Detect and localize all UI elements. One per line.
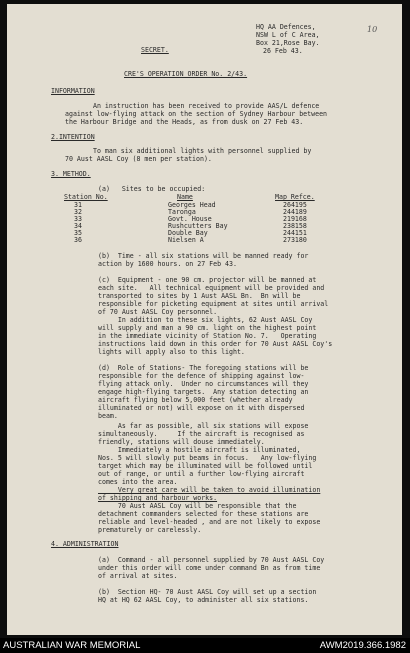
- paragraph-line: HQ at HQ 62 AASL Coy, to administer all six stations.: [98, 596, 309, 604]
- paragraph-line: in the immediate vicinity of Station No. 7. Operating: [98, 332, 317, 340]
- table-cell: Taronga: [168, 208, 196, 216]
- paragraph-line: simultaneously. If the aircraft is recognised as: [98, 430, 305, 438]
- table-cell: 32: [74, 208, 82, 216]
- paragraph-line: target which may be illuminated will be followed until: [98, 462, 313, 470]
- table-cell: 244189: [283, 208, 307, 216]
- paragraph-line: under this order will come under command Bn as from time: [98, 564, 321, 572]
- paragraph-line: Very great care will be taken to avoid illumination: [98, 486, 321, 494]
- table-cell: Govt. House: [168, 215, 212, 223]
- section-heading-method: 3. METHOD.: [51, 170, 91, 178]
- paragraph-line: out of range, or until a further low-flying aircraft: [98, 470, 305, 478]
- paragraph-line: As far as possible, all six stations will expose: [98, 422, 309, 430]
- paragraph-line: beam.: [98, 412, 118, 420]
- paragraph-line: (b) Section HQ- 70 Aust AASL Coy will set up a section: [98, 588, 317, 596]
- footer-accession-number: AWM2019.366.1982: [319, 640, 406, 651]
- table-header: Station No.: [64, 193, 108, 201]
- table-cell: Georges Head: [168, 201, 216, 209]
- table-header: Name: [177, 193, 193, 201]
- footer-institution: AUSTRALIAN WAR MEMORIAL: [3, 640, 141, 651]
- paragraph-line: 70 Aust AASL Coy will be responsible that the: [98, 502, 297, 510]
- section-heading-intention: 2.INTENTION: [51, 133, 95, 141]
- document-page: [7, 4, 402, 635]
- archive-footer: [0, 638, 410, 653]
- paragraph-line: illuminated or not) will expose on it with dispersed: [98, 404, 305, 412]
- paragraph-line: lights will apply also to this light.: [98, 348, 245, 356]
- table-cell: 31: [74, 201, 82, 209]
- table-header: Map Refce.: [275, 193, 315, 201]
- section-heading-administration: 4. ADMINISTRATION: [51, 540, 119, 548]
- table-cell: 244151: [283, 229, 307, 237]
- paragraph-line: In addition to these six lights, 62 Aust AASL Coy: [98, 316, 313, 324]
- paragraph-line: will supply and man a 90 cm. light on the highest point: [98, 324, 317, 332]
- paragraph-line: (a) Sites to be occupied:: [98, 185, 206, 193]
- paragraph-line: reliable and level-headed , and are not likely to expose: [98, 518, 321, 526]
- paragraph-line: detachment commanders selected for these stations are: [98, 510, 309, 518]
- table-cell: 238158: [283, 222, 307, 230]
- table-cell: Nielsen A: [168, 236, 204, 244]
- paragraph-line: An instruction has been received to provide AAS/L defence: [93, 102, 320, 110]
- address-line: 26 Feb 43.: [263, 47, 303, 55]
- handwritten-page-number: 10: [367, 25, 378, 34]
- paragraph-line: aircraft flying below 5,000 feet (whether already: [98, 396, 293, 404]
- paragraph-line: To man six additional lights with personnel supplied by: [93, 147, 312, 155]
- section-heading-information: INFORMATION: [51, 87, 95, 95]
- paragraph-line: responsible for the defence of shipping against low-: [98, 372, 305, 380]
- paragraph-line: prematurely or carelessly.: [98, 526, 202, 534]
- address-line: Box 21,Rose Bay.: [256, 39, 320, 47]
- paragraph-line: the Harbour Bridge and the Heads, as from dusk on 27 Feb 43.: [65, 118, 304, 126]
- table-cell: 264195: [283, 201, 307, 209]
- paragraph-line: 70 Aust AASL Coy (8 men per station).: [65, 155, 212, 163]
- paragraph-line: action by 1600 hours. on 27 Feb 43.: [98, 260, 237, 268]
- paragraph-line: of arrival at sites.: [98, 572, 178, 580]
- paragraph-line: (b) Time - all six stations will be manned ready for: [98, 252, 309, 260]
- address-line: NSW L of C Area,: [256, 31, 320, 39]
- table-cell: Rushcutters Bay: [168, 222, 228, 230]
- paragraph-line: flying attack only. Under no circumstances will they: [98, 380, 309, 388]
- paragraph-line: against low-flying attack on the section of Sydney Harbour between: [65, 110, 328, 118]
- table-cell: 33: [74, 215, 82, 223]
- paragraph-line: instructions laid down in this order for 70 Aust AASL Coy's: [98, 340, 333, 348]
- table-cell: 34: [74, 222, 82, 230]
- paragraph-line: (c) Equipment - one 90 cm. projector will be manned at: [98, 276, 317, 284]
- table-cell: 36: [74, 236, 82, 244]
- table-cell: 219168: [283, 215, 307, 223]
- paragraph-line: engage high-flying targets. Any station detecting an: [98, 388, 309, 396]
- table-cell: Double Bay: [168, 229, 208, 237]
- paragraph-line: each site. All technical equipment will be provided and: [98, 284, 325, 292]
- table-cell: 273180: [283, 236, 307, 244]
- table-cell: 35: [74, 229, 82, 237]
- paragraph-line: responsible for picketing equipment at sites until arrival: [98, 300, 329, 308]
- paragraph-line: of 70 Aust AASL Coy personnel.: [98, 308, 218, 316]
- paragraph-line: comes into the area.: [98, 478, 178, 486]
- address-line: HQ AA Defences,: [256, 23, 316, 31]
- paragraph-line: Nos. 5 will slowly put beams in focus. Any low-flying: [98, 454, 317, 462]
- paragraph-line: (d) Role of Stations- The foregoing stations will be: [98, 364, 309, 372]
- paragraph-line: of shipping and harbour works.: [98, 494, 218, 502]
- classification-label: SECRET.: [141, 46, 169, 54]
- paragraph-line: (a) Command - all personnel supplied by 70 Aust AASL Coy: [98, 556, 325, 564]
- order-title: CRE'S OPERATION ORDER No. 2/43.: [124, 70, 248, 78]
- paragraph-line: transported to sites by 1 Aust AASL Bn. Bn will be: [98, 292, 301, 300]
- paragraph-line: Immediately a hostile aircraft is illuminated,: [98, 446, 301, 454]
- paragraph-line: friendly, stations will douse immediately.: [98, 438, 265, 446]
